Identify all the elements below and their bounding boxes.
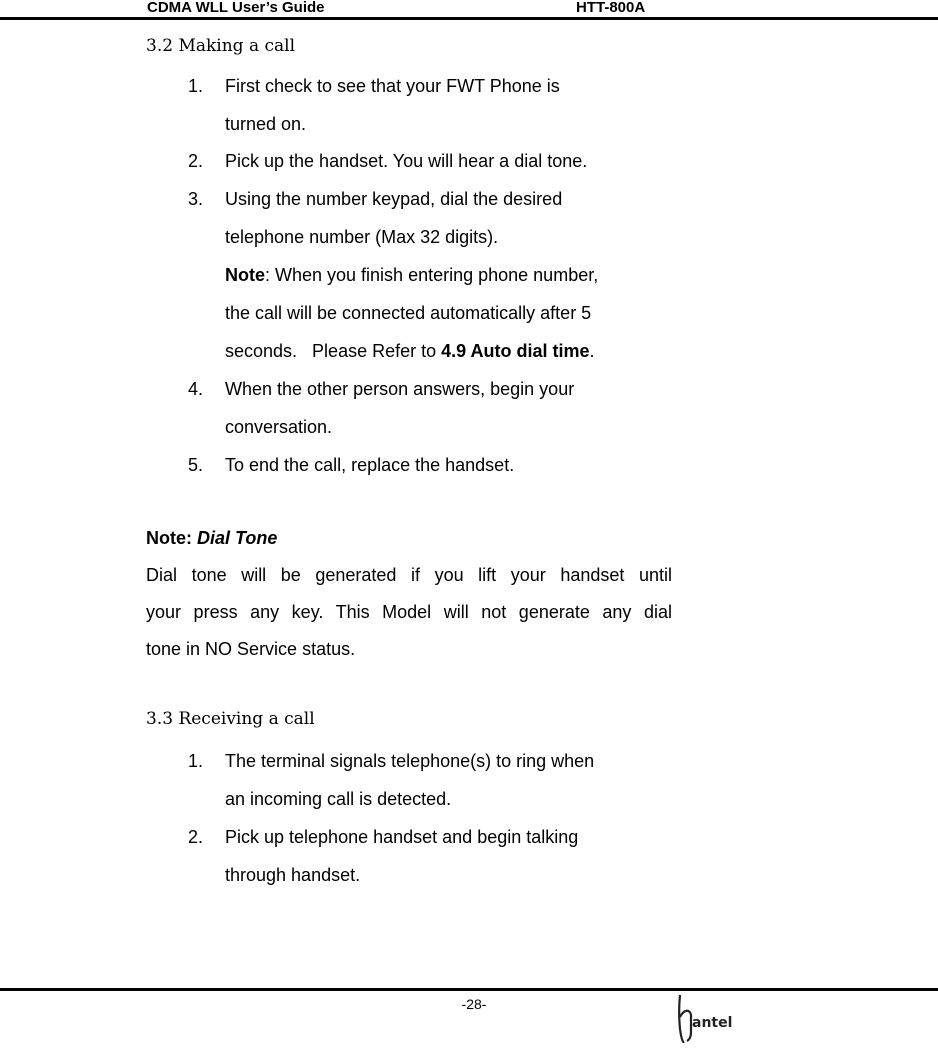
list-number: 2.	[188, 151, 204, 171]
model-number: HTT-800A	[576, 0, 646, 16]
note-line	[225, 256, 671, 294]
list-text: turned on.	[225, 114, 307, 134]
list-number: 3.	[188, 189, 204, 209]
list-number: 4.	[188, 379, 204, 399]
footer-rule	[0, 988, 938, 991]
cross-reference-auto-dial-time: 4.9 Auto dial time	[441, 341, 590, 361]
list-item	[188, 818, 672, 894]
section-heading-making-a-call: 3.2 Making a call	[146, 36, 296, 56]
note-text: seconds. Please Refer to	[225, 341, 442, 361]
note-label: Note:	[146, 528, 197, 548]
page-number: -28-	[461, 996, 487, 1012]
list-text: through handset.	[225, 865, 361, 885]
note-text: : When you finish entering phone number,	[265, 265, 599, 285]
list-text: To end the call, replace the handset.	[225, 455, 515, 475]
hantel-logo-icon	[676, 993, 746, 1043]
list-text: Using the number keypad, dial the desired	[225, 189, 563, 209]
note-label: Note	[225, 265, 265, 285]
document-title: CDMA WLL User’s Guide	[147, 0, 325, 16]
note-text: .	[589, 341, 595, 361]
list-item	[188, 180, 672, 256]
header-rule	[0, 17, 938, 20]
list-text: The terminal signals telephone(s) to ring when	[225, 751, 595, 771]
dial-tone-text: Dial tone will be generated if you lift your handset until	[146, 565, 672, 585]
note-line	[225, 332, 671, 370]
note-auto-dial	[188, 256, 672, 370]
list-text: conversation.	[225, 417, 333, 437]
section-heading-receiving-a-call: 3.3 Receiving a call	[146, 709, 315, 729]
list-item	[188, 446, 672, 484]
list-item	[188, 742, 672, 818]
list-text: First check to see that your FWT Phone is	[225, 76, 560, 96]
list-text: Pick up telephone handset and begin talking	[225, 827, 579, 847]
note-title: Dial Tone	[197, 528, 278, 548]
svg-text:antel: antel	[692, 1015, 733, 1031]
note-line: the call will be connected automatically after 5	[225, 303, 592, 323]
dial-tone-note-heading	[146, 519, 672, 557]
list-item	[188, 370, 672, 446]
list-item	[188, 67, 672, 143]
list-number: 1.	[188, 751, 204, 771]
list-number: 2.	[188, 827, 204, 847]
list-text: When the other person answers, begin your	[225, 379, 575, 399]
list-item	[188, 142, 672, 180]
dial-tone-text: your press any key. This Model will not generate any dial	[146, 602, 672, 622]
list-text: telephone number (Max 32 digits).	[225, 227, 499, 247]
list-number: 1.	[188, 76, 204, 96]
list-text: an incoming call is detected.	[225, 789, 452, 809]
page-header	[0, 0, 938, 22]
list-text: Pick up the handset. You will hear a dial tone.	[225, 151, 588, 171]
dial-tone-text: tone in NO Service status.	[146, 639, 356, 659]
list-number: 5.	[188, 455, 204, 475]
